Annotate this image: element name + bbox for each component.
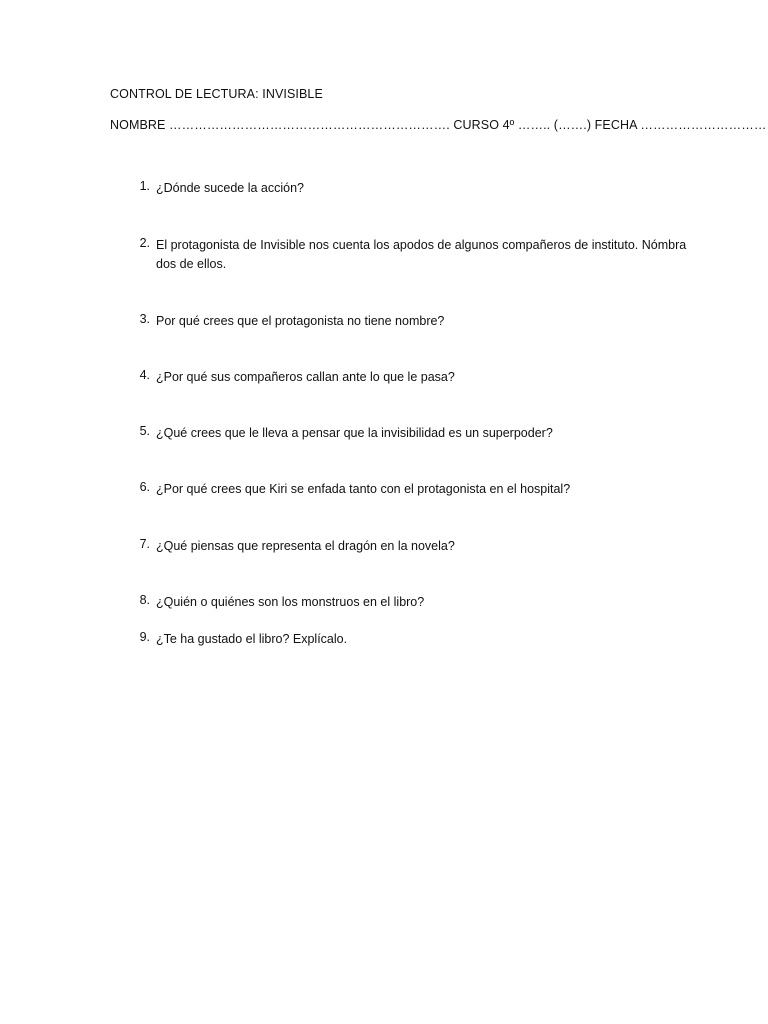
document-title: CONTROL DE LECTURA: INVISIBLE <box>110 87 323 101</box>
question-number: 9. <box>139 630 150 644</box>
question-number: 2. <box>139 236 150 250</box>
question-number: 1. <box>139 179 150 193</box>
question-text: ¿Quién o quiénes son los monstruos en el libro? <box>156 595 425 609</box>
question-text: ¿Por qué sus compañeros callan ante lo que le pasa? <box>156 370 455 384</box>
question-number: 4. <box>139 368 150 382</box>
student-info-line: NOMBRE …………………………………………………………. CURSO 4º …….. (…….) FECHA ………………………… <box>110 118 767 132</box>
question-number: 6. <box>139 480 150 494</box>
question-number: 3. <box>139 312 150 326</box>
question-text: ¿Dónde sucede la acción? <box>156 181 305 195</box>
question-text: El protagonista de Invisible nos cuenta los apodos de algunos compañeros de instituto. Nómbra dos de ellos. <box>156 238 687 271</box>
question-text: ¿Qué crees que le lleva a pensar que la invisibilidad es un superpoder? <box>156 426 553 440</box>
question-text: ¿Por qué crees que Kiri se enfada tanto con el protagonista en el hospital? <box>156 482 571 496</box>
question-text: ¿Qué piensas que representa el dragón en la novela? <box>156 539 455 553</box>
question-text: Por qué crees que el protagonista no tiene nombre? <box>156 314 445 328</box>
question-number: 8. <box>139 593 150 607</box>
question-number: 7. <box>139 537 150 551</box>
question-text: ¿Te ha gustado el libro? Explícalo. <box>156 632 348 646</box>
question-number: 5. <box>139 424 150 438</box>
